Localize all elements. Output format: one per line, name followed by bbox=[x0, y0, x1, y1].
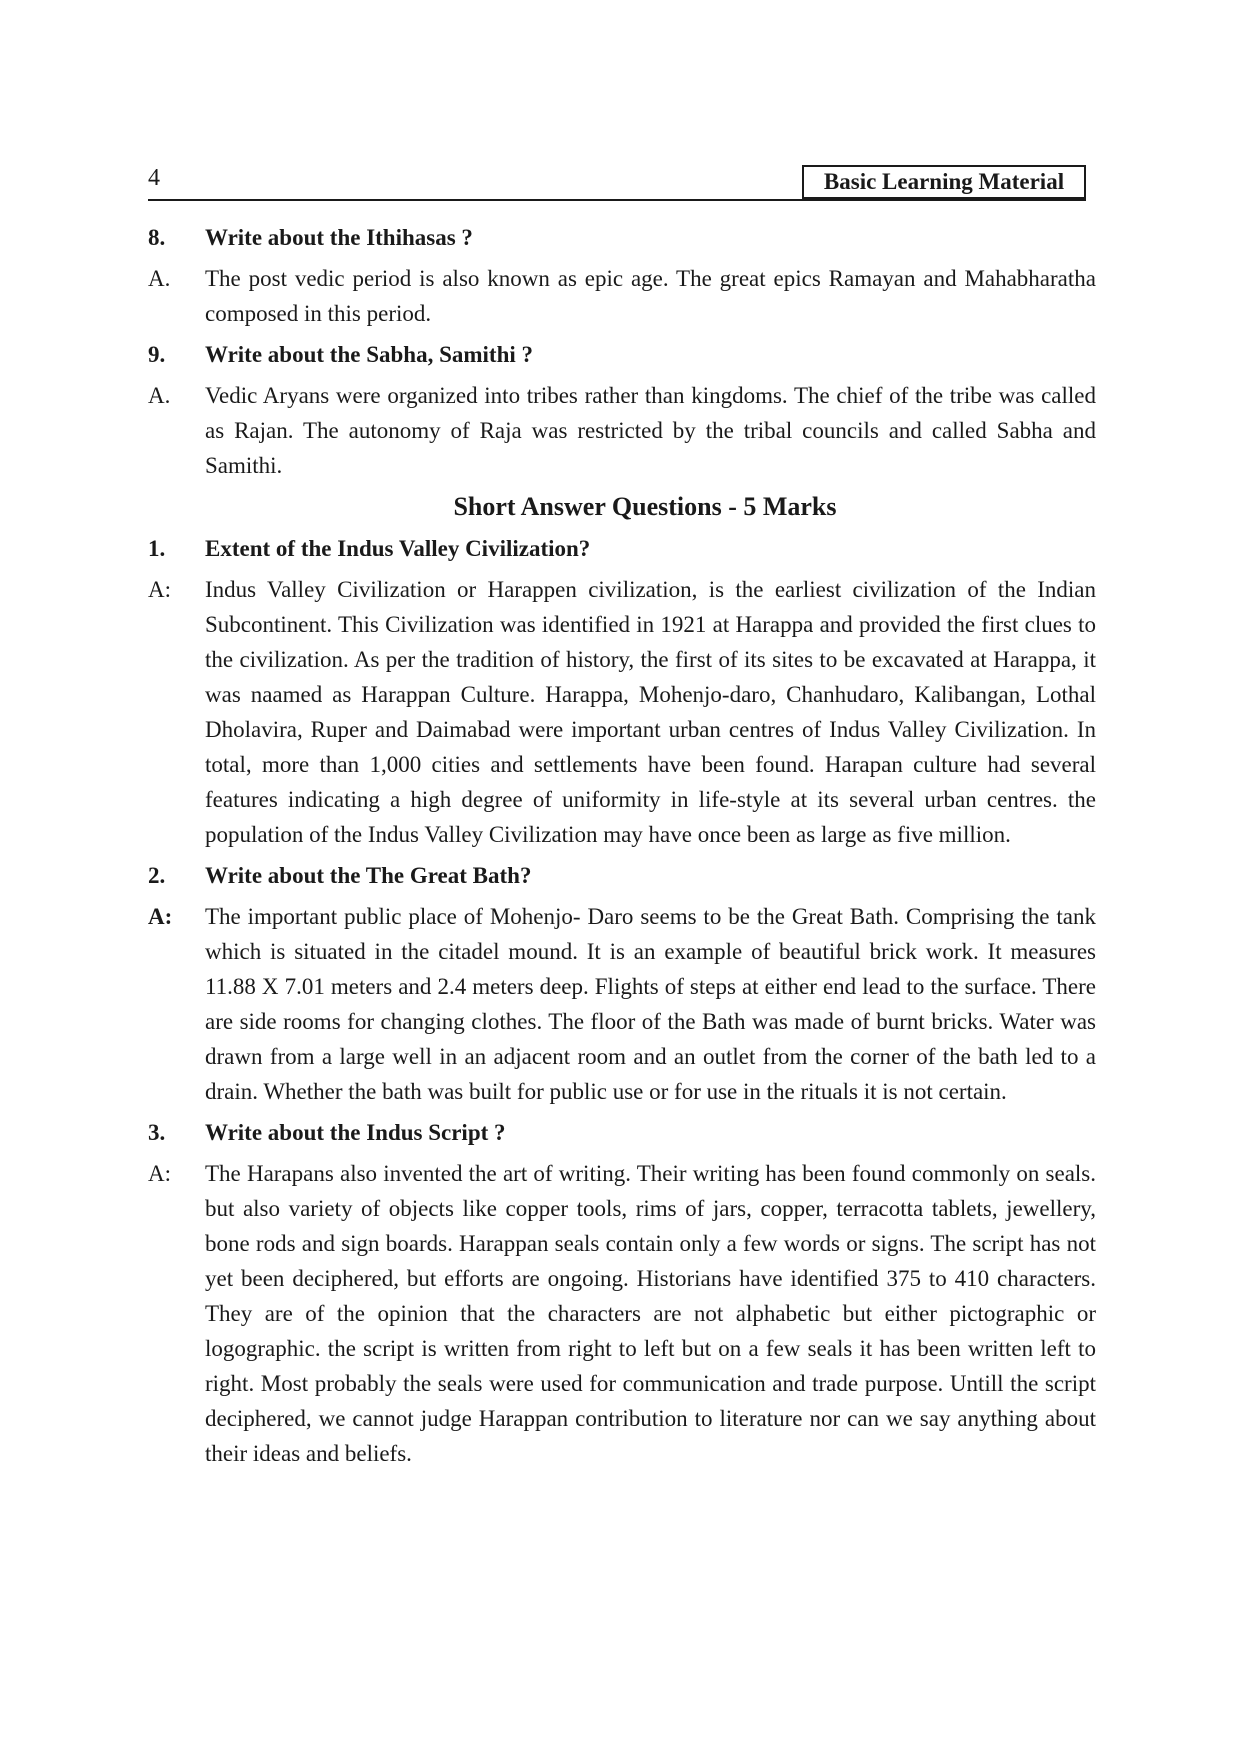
section-title: Short Answer Questions - 5 Marks bbox=[453, 492, 837, 521]
answer-text: Vedic Aryans were organized into tribes rather than kingdoms. The chief of the tribe was called as Rajan. The autonomy of Raja was restricted by the tribal councils and called Sabha and Samithi. bbox=[205, 383, 1096, 478]
question-number: 1. bbox=[148, 536, 166, 561]
answer-mark: A: bbox=[148, 1161, 171, 1186]
answer-item bbox=[148, 899, 1096, 1109]
answer-item bbox=[148, 1156, 1096, 1471]
question-item bbox=[148, 337, 1096, 372]
question-number: 2. bbox=[148, 863, 166, 888]
header-rule bbox=[148, 199, 1086, 201]
question-item bbox=[148, 220, 1096, 255]
answer-mark: A: bbox=[148, 904, 173, 929]
question-text: Write about the The Great Bath? bbox=[205, 863, 532, 888]
answer-item bbox=[148, 378, 1096, 483]
answer-text: The post vedic period is also known as epic age. The great epics Ramayan and Mahabharatha composed in this period. bbox=[205, 266, 1096, 326]
page-number: 4 bbox=[148, 165, 160, 191]
question-item bbox=[148, 858, 1096, 893]
answer-text: The Harapans also invented the art of writing. Their writing has been found commonly on seals. but also variety of objects like copper tools, rims of jars, copper, terracotta tablets, jewellery, bone rods and sign boards. Harappan seals contain only a few words or signs. The script has not yet been deciphered, but efforts are ongoing. Historians have identified 375 to 410 characters. They are of the opinion that the characters are not alphabetic but either pictographic or logographic. the script is written from right to left but on a few seals it has been written left to right. Most probably the seals were used for communication and trade purpose. Untill the script deciphered, we cannot judge Harappan contribution to literature nor can we say anything about their ideas and beliefs. bbox=[205, 1161, 1096, 1466]
answer-text: Indus Valley Civilization or Harappen civilization, is the earliest civilization of the Indian Subcontinent. This Civilization was identified in 1921 at Harappa and provided the first clues to the civilization. As per the tradition of history, the first of its sites to be excavated at Harappa, it was naamed as Harappan Culture. Harappa, Mohenjo-daro, Chanhudaro, Kalibangan, Lothal Dholavira, Ruper and Daimabad were important urban centres of Indus Valley Civilization. In total, more than 1,000 cities and settlements have been found. Harapan culture had several features indicating a high degree of uniformity in life-style at its several urban centres. the population of the Indus Valley Civilization may have once been as large as five million. bbox=[205, 577, 1096, 847]
question-text: Write about the Indus Script ? bbox=[205, 1120, 506, 1145]
answer-mark: A. bbox=[148, 266, 171, 291]
answer-mark: A. bbox=[148, 383, 171, 408]
running-header-title: Basic Learning Material bbox=[802, 165, 1086, 199]
answer-item bbox=[148, 572, 1096, 852]
question-text: Write about the Sabha, Samithi ? bbox=[205, 342, 534, 367]
question-number: 8. bbox=[148, 225, 166, 250]
question-number: 3. bbox=[148, 1120, 166, 1145]
answer-text: The important public place of Mohenjo- Daro seems to be the Great Bath. Comprising the tank which is situated in the citadel mound. It is an example of beautiful brick work. It measures 11.88 X 7.01 meters and 2.4 meters deep. Flights of steps at either end lead to the surface. There are side rooms for changing clothes. The floor of the Bath was made of burnt bricks. Water was drawn from a large well in an adjacent room and an outlet from the corner of the bath led to a drain. Whether the bath was built for public use or for use in the rituals it is not certain. bbox=[205, 904, 1096, 1104]
answer-mark: A: bbox=[148, 577, 171, 602]
question-number: 9. bbox=[148, 342, 166, 367]
question-text: Extent of the Indus Valley Civilization? bbox=[205, 536, 591, 561]
answer-item bbox=[148, 261, 1096, 331]
question-item bbox=[148, 1115, 1096, 1150]
question-text: Write about the Ithihasas ? bbox=[205, 225, 473, 250]
page-content bbox=[148, 220, 1096, 1477]
question-item bbox=[148, 531, 1096, 566]
